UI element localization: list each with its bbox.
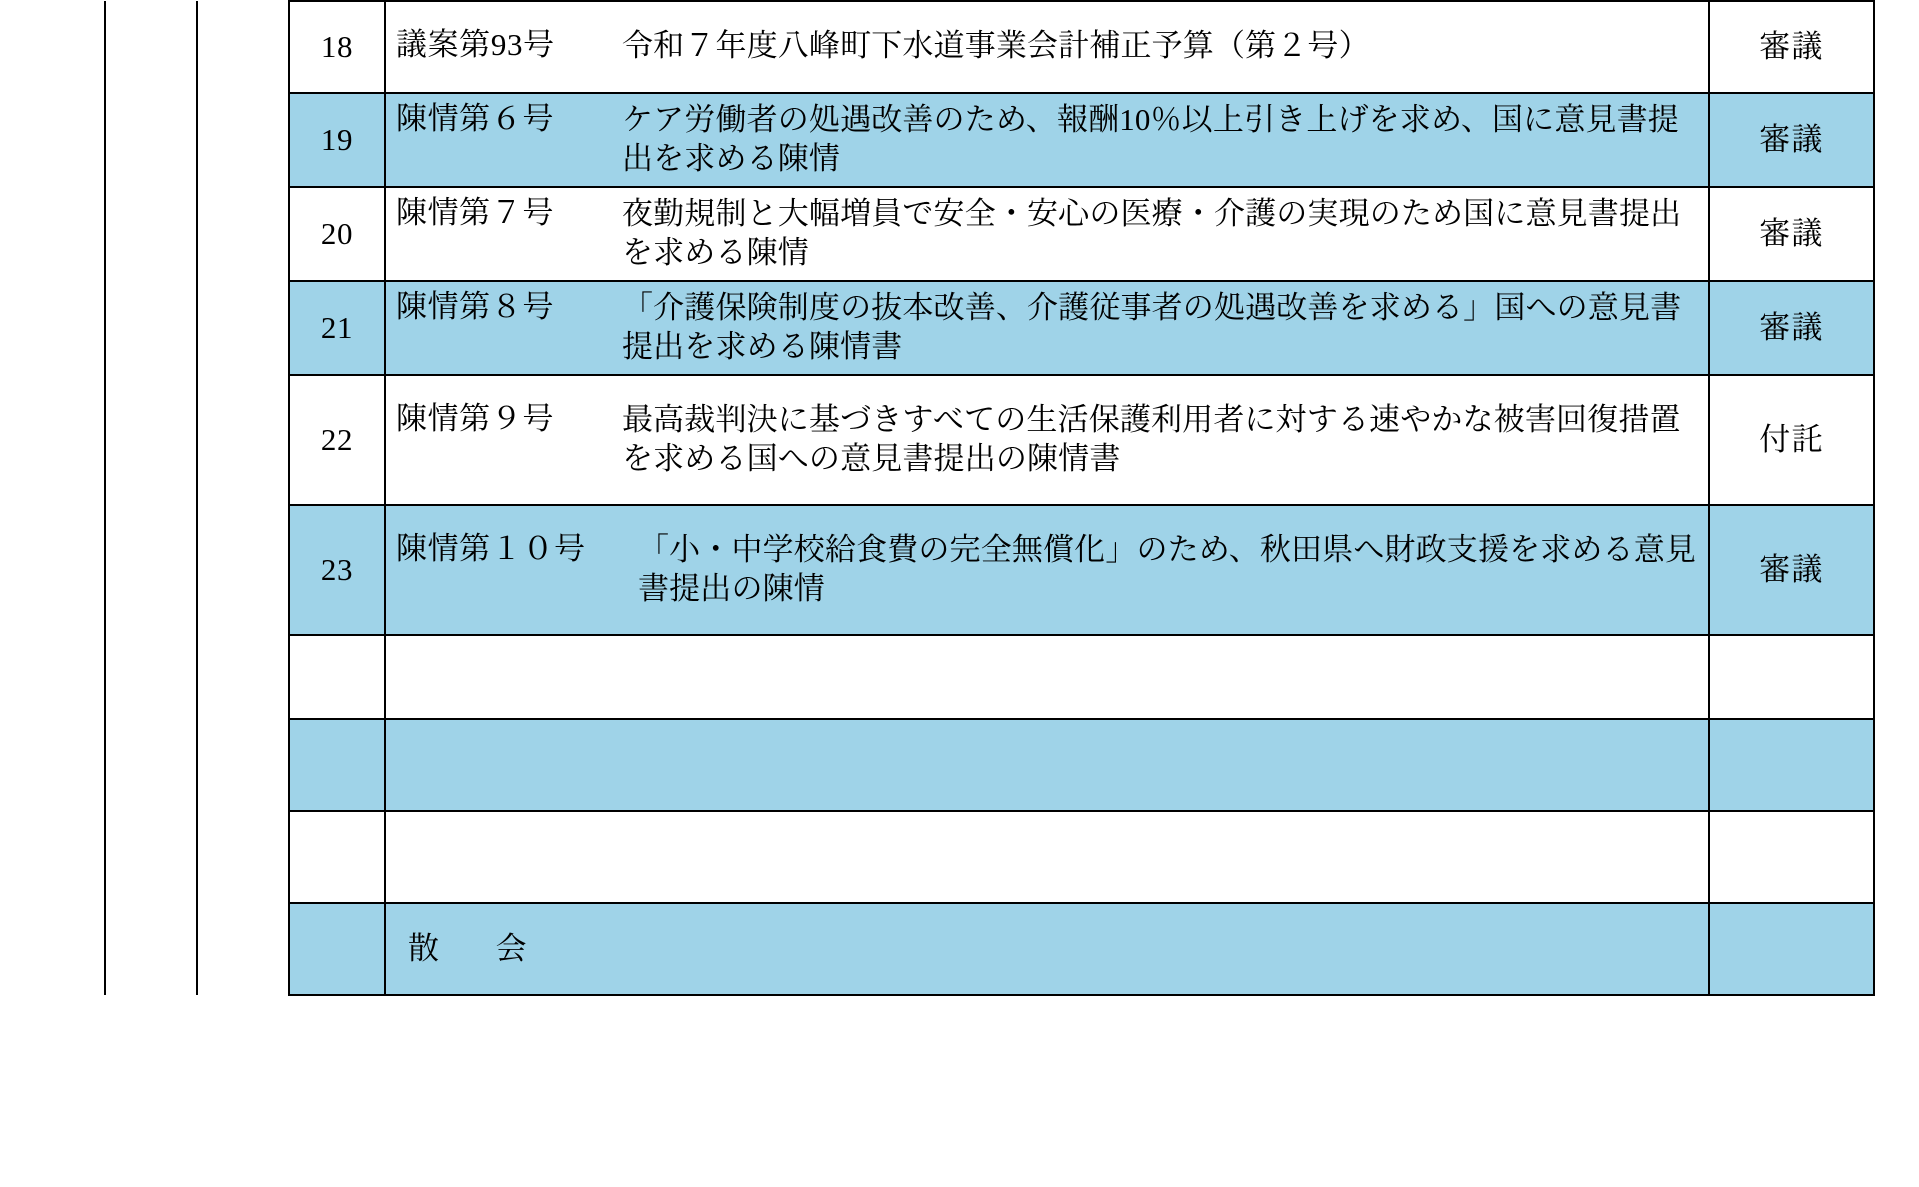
spine-column-right [197, 375, 289, 505]
row-item [385, 375, 1709, 505]
row-action: 審議 [1709, 93, 1874, 187]
spine-column-right [197, 281, 289, 375]
row-action: 審議 [1709, 1, 1874, 93]
spine-column-left [105, 505, 197, 635]
spine-column-right [197, 505, 289, 635]
table-row [105, 375, 1874, 505]
spine-column-left [105, 903, 197, 995]
row-number: 18 [289, 1, 385, 93]
closing-text-part1: 散 [408, 930, 440, 966]
closing-text-part2: 会 [495, 930, 528, 966]
row-number: 19 [289, 93, 385, 187]
closing-row-action [1709, 903, 1874, 995]
row-item [385, 719, 1709, 811]
row-action: 審議 [1709, 281, 1874, 375]
table-row [105, 281, 1874, 375]
agenda-table [104, 0, 1875, 996]
row-action [1709, 635, 1874, 719]
table-row [105, 93, 1874, 187]
bill-text: ケア労働者の処遇改善のため、報酬10％以上引き上げを求め、国に意見書提出を求める陳情 [622, 102, 1679, 177]
row-number [289, 811, 385, 903]
row-number: 23 [289, 505, 385, 635]
row-action: 付託 [1709, 375, 1874, 505]
bill-label: 陳情第８号 [396, 289, 555, 325]
closing-row-number [289, 903, 385, 995]
spine-column-right [197, 719, 289, 811]
spine-column-left [105, 187, 197, 281]
spine-column-right [197, 1, 289, 93]
bill-label: 陳情第７号 [396, 195, 555, 231]
row-number: 21 [289, 281, 385, 375]
bill-label: 議案第93号 [396, 27, 555, 63]
row-number [289, 719, 385, 811]
row-number [289, 635, 385, 719]
table-row [105, 505, 1874, 635]
spine-column-left [105, 1, 197, 93]
table-row [105, 811, 1874, 903]
closing-row [105, 903, 1874, 995]
row-item [385, 187, 1709, 281]
spine-column-right [197, 93, 289, 187]
bill-label: 陳情第６号 [396, 101, 555, 136]
row-item [385, 93, 1709, 187]
spine-column-right [197, 635, 289, 719]
spine-column-left [105, 719, 197, 811]
row-item [385, 1, 1709, 93]
row-action [1709, 811, 1874, 903]
row-number: 20 [289, 187, 385, 281]
spine-column-right [197, 811, 289, 903]
row-action: 審議 [1709, 505, 1874, 635]
spine-column-right [197, 187, 289, 281]
bill-text: 令和７年度八峰町下水道事業会計補正予算（第２号） [622, 28, 1370, 64]
row-action: 審議 [1709, 187, 1874, 281]
bill-text: 夜勤規制と大幅増員で安全・安心の医療・介護の実現のため国に意見書提出を求める陳情 [622, 196, 1682, 271]
row-number: 22 [289, 375, 385, 505]
spine-column-right [197, 903, 289, 995]
table-row [105, 1, 1874, 93]
bill-text: 「小・中学校給食費の完全無償化」のため、秋田県へ財政支援を求める意見書提出の陳情 [638, 532, 1697, 607]
spine-column-left [105, 811, 197, 903]
bill-text: 最高裁判決に基づきすべての生活保護利用者に対する速やかな被害回復措置を求める国への意見書提出の陳情書 [622, 402, 1681, 477]
table-row [105, 719, 1874, 811]
spine-column-left [105, 375, 197, 505]
bill-text: 「介護保険制度の抜本改善、介護従事者の処遇改善を求める」国への意見書提出を求める陳情書 [622, 290, 1682, 365]
row-item [385, 635, 1709, 719]
bill-label: 陳情第９号 [396, 401, 555, 437]
spine-column-left [105, 281, 197, 375]
spine-column-left [105, 93, 197, 187]
spine-column-left [105, 635, 197, 719]
row-action [1709, 719, 1874, 811]
closing-row-item [385, 903, 1709, 995]
row-item [385, 281, 1709, 375]
bill-label: 陳情第１０号 [396, 531, 586, 567]
row-item [385, 811, 1709, 903]
table-row [105, 635, 1874, 719]
table-row [105, 187, 1874, 281]
row-item [385, 505, 1709, 635]
